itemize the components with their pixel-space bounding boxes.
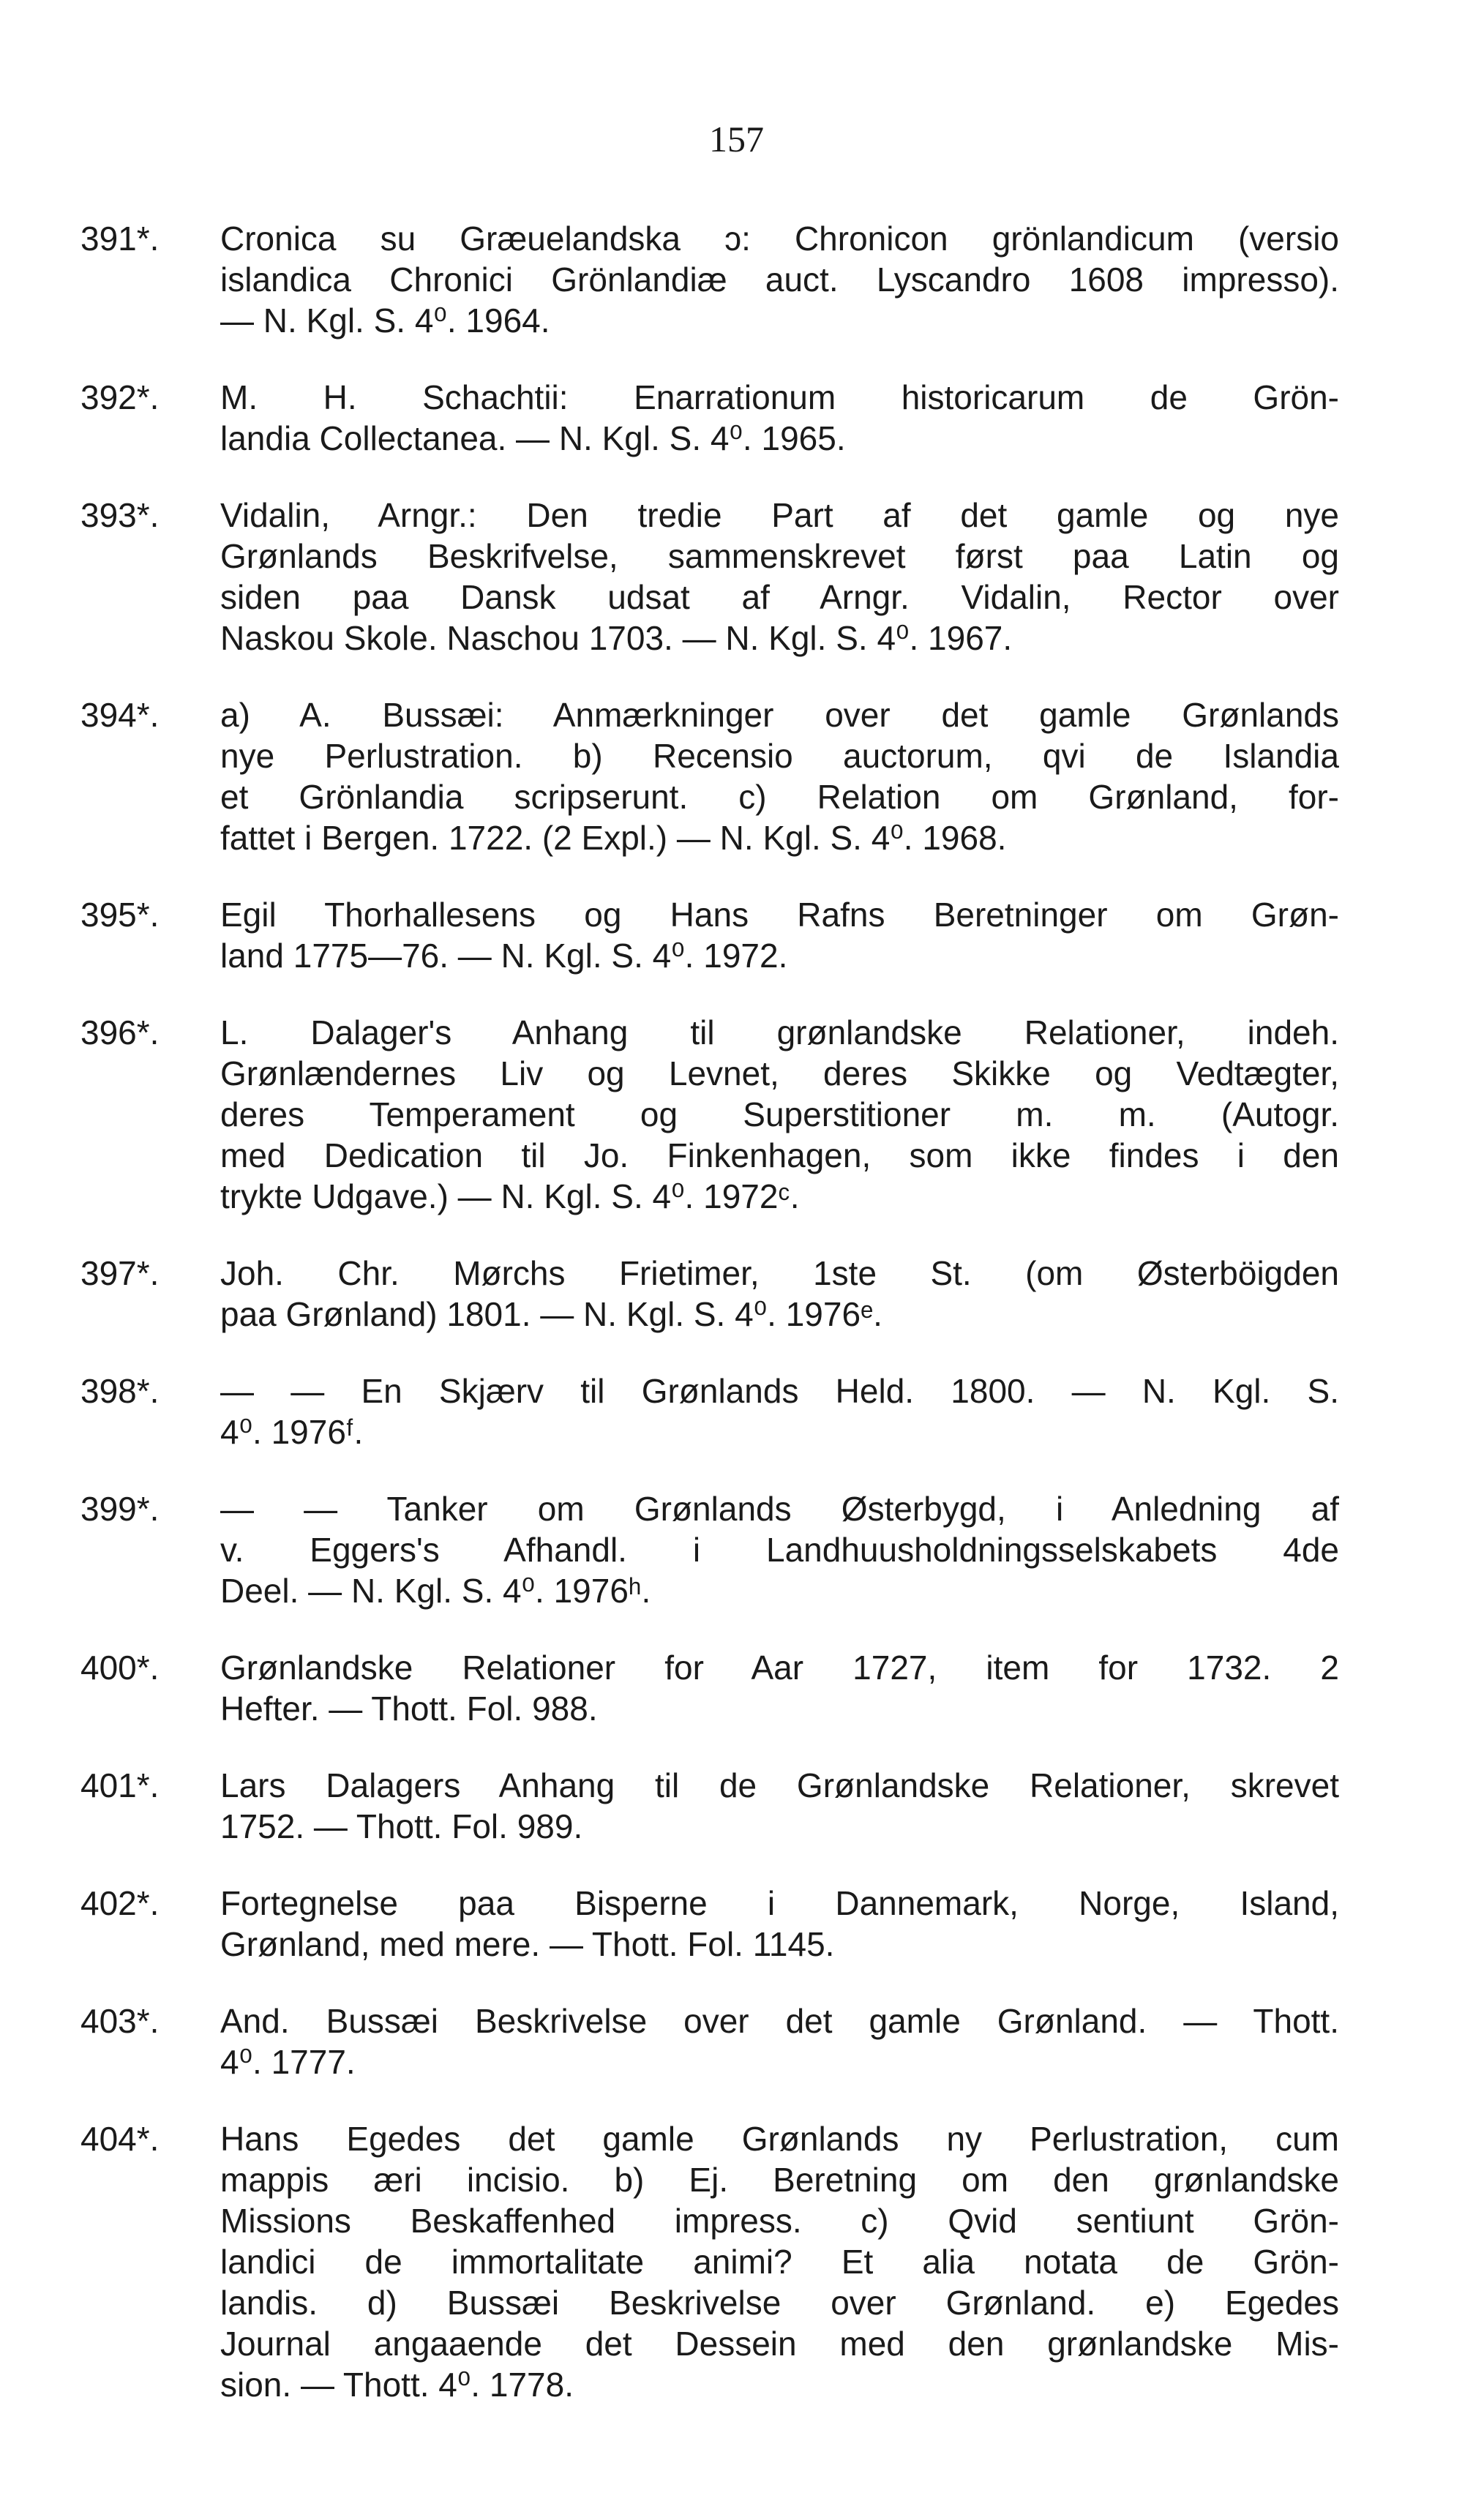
entry-number: 395*. [80, 896, 160, 934]
entry-text-line: Hefter. — Thott. Fol. 988. [220, 1690, 598, 1728]
catalogue-entry [80, 377, 1339, 459]
entry-number: 392*. [80, 378, 160, 416]
catalogue-entry [80, 1253, 1339, 1335]
catalogue-entry [80, 1883, 1339, 1965]
catalogue-entry [80, 1488, 1339, 1611]
entry-text-line: — — Tanker om Grønlands Østerbygd, i Anledning af [220, 1490, 1339, 1528]
entry-text-line: deres Temperament og Superstitioner m. m. (Autogr. [220, 1095, 1339, 1133]
entry-text-line: mappis æri incisio. b) Ej. Beretning om den grønlandske [220, 2161, 1339, 2199]
entry-number: 400*. [80, 1649, 160, 1687]
catalogue-entry [80, 495, 1339, 659]
entry-number: 393*. [80, 496, 160, 534]
entry-text-line: landis. d) Bussæi Beskrivelse over Grønland. e) Egedes [220, 2284, 1339, 2322]
entry-text-line: nye Perlustration. b) Recensio auctorum, qvi de Islandia [220, 737, 1339, 775]
page-number: 157 [709, 119, 764, 160]
catalogue-entries [80, 218, 1339, 2441]
entry-text-line: Hans Egedes det gamle Grønlands ny Perlustration, cum [220, 2120, 1339, 2158]
entry-text-line: Missions Beskaffenhed impress. c) Qvid sentiunt Grön- [220, 2202, 1339, 2240]
entry-number: 404*. [80, 2120, 160, 2158]
entry-text-line: Lars Dalagers Anhang til de Grønlandske Relationer, skrevet [220, 1766, 1339, 1804]
entry-number: 398*. [80, 1372, 160, 1410]
catalogue-entry [80, 2118, 1339, 2405]
entry-text-line: Deel. — N. Kgl. S. 4⁰. 1976ʰ. [220, 1572, 651, 1610]
catalogue-entry [80, 2000, 1339, 2082]
entry-text-line: Joh. Chr. Mørchs Frietimer, 1ste St. (om Østerböigden [220, 1254, 1339, 1292]
catalogue-entry [80, 1765, 1339, 1847]
catalogue-entry [80, 694, 1339, 858]
catalogue-entry [80, 1647, 1339, 1729]
entry-text-line: land 1775—76. — N. Kgl. S. 4⁰. 1972. [220, 937, 788, 975]
entry-number: 402*. [80, 1884, 160, 1922]
entry-text-line: siden paa Dansk udsat af Arngr. Vidalin, Rector over [220, 578, 1339, 616]
entry-text-line: 4⁰. 1777. [220, 2043, 356, 2081]
entry-text-line: v. Eggers's Afhandl. i Landhuusholdningsselskabets 4de [220, 1531, 1339, 1569]
catalogue-entry [80, 894, 1339, 976]
entry-text-line: Vidalin, Arngr.: Den tredie Part af det gamle og nye [220, 496, 1339, 534]
entry-text-line: Cronica su Græuelandska ɔ: Chronicon grönlandicum (versio [220, 220, 1339, 258]
catalogue-entry [80, 218, 1339, 341]
entry-number: 391*. [80, 220, 160, 258]
entry-text-line: fattet i Bergen. 1722. (2 Expl.) — N. Kgl. S. 4⁰. 1968. [220, 819, 1007, 857]
entry-text-line: islandica Chronici Grönlandiæ auct. Lyscandro 1608 impresso). [220, 260, 1339, 299]
entry-number: 396*. [80, 1013, 160, 1051]
entry-text-line: Grønland, med mere. — Thott. Fol. 1145. [220, 1925, 835, 1963]
entry-text-line: 1752. — Thott. Fol. 989. [220, 1807, 583, 1845]
entry-number: 397*. [80, 1254, 160, 1292]
entry-number: 403*. [80, 2002, 160, 2040]
entry-text-line: Naskou Skole. Naschou 1703. — N. Kgl. S. 4⁰. 1967. [220, 619, 1013, 657]
entry-text-line: paa Grønland) 1801. — N. Kgl. S. 4⁰. 1976ᵉ. [220, 1295, 882, 1333]
entry-text-line: 4⁰. 1976ᶠ. [220, 1413, 364, 1451]
entry-text-line: Grønlands Beskrifvelse, sammenskrevet først paa Latin og [220, 537, 1339, 575]
entry-text-line: Fortegnelse paa Bisperne i Dannemark, Norge, Island, [220, 1884, 1339, 1922]
entry-text-line: M. H. Schachtii: Enarrationum historicarum de Grön- [220, 378, 1339, 416]
entry-text-line: — — En Skjærv til Grønlands Held. 1800. — N. Kgl. S. [220, 1372, 1339, 1410]
entry-text-line: Journal angaaende det Dessein med den grønlandske Mis- [220, 2325, 1339, 2363]
entry-number: 394*. [80, 696, 160, 734]
entry-text-line: Grønlandske Relationer for Aar 1727, item for 1732. 2 [220, 1649, 1339, 1687]
entry-text-line: L. Dalager's Anhang til grønlandske Relationer, indeh. [220, 1013, 1339, 1051]
entry-text-line: And. Bussæi Beskrivelse over det gamle Grønland. — Thott. [220, 2002, 1339, 2040]
entry-text-line: Egil Thorhallesens og Hans Rafns Beretninger om Grøn- [220, 896, 1339, 934]
entry-text-line: et Grönlandia scripserunt. c) Relation om Grønland, for- [220, 778, 1339, 816]
catalogue-entry [80, 1370, 1339, 1452]
entry-number: 401*. [80, 1766, 160, 1804]
entry-number: 399*. [80, 1490, 160, 1528]
entry-text-line: — N. Kgl. S. 4⁰. 1964. [220, 301, 550, 340]
entry-text-line: sion. — Thott. 4⁰. 1778. [220, 2366, 574, 2404]
entry-text-line: med Dedication til Jo. Finkenhagen, som ikke findes i den [220, 1136, 1339, 1174]
entry-text-line: landici de immortalitate animi? Et alia notata de Grön- [220, 2243, 1339, 2281]
entry-text-line: trykte Udgave.) — N. Kgl. S. 4⁰. 1972ᶜ. [220, 1177, 800, 1215]
entry-text-line: a) A. Bussæi: Anmærkninger over det gamle Grønlands [220, 696, 1339, 734]
entry-text-line: landia Collectanea. — N. Kgl. S. 4⁰. 1965. [220, 419, 846, 457]
catalogue-entry [80, 1012, 1339, 1217]
entry-text-line: Grønlændernes Liv og Levnet, deres Skikke og Vedtægter, [220, 1054, 1339, 1092]
